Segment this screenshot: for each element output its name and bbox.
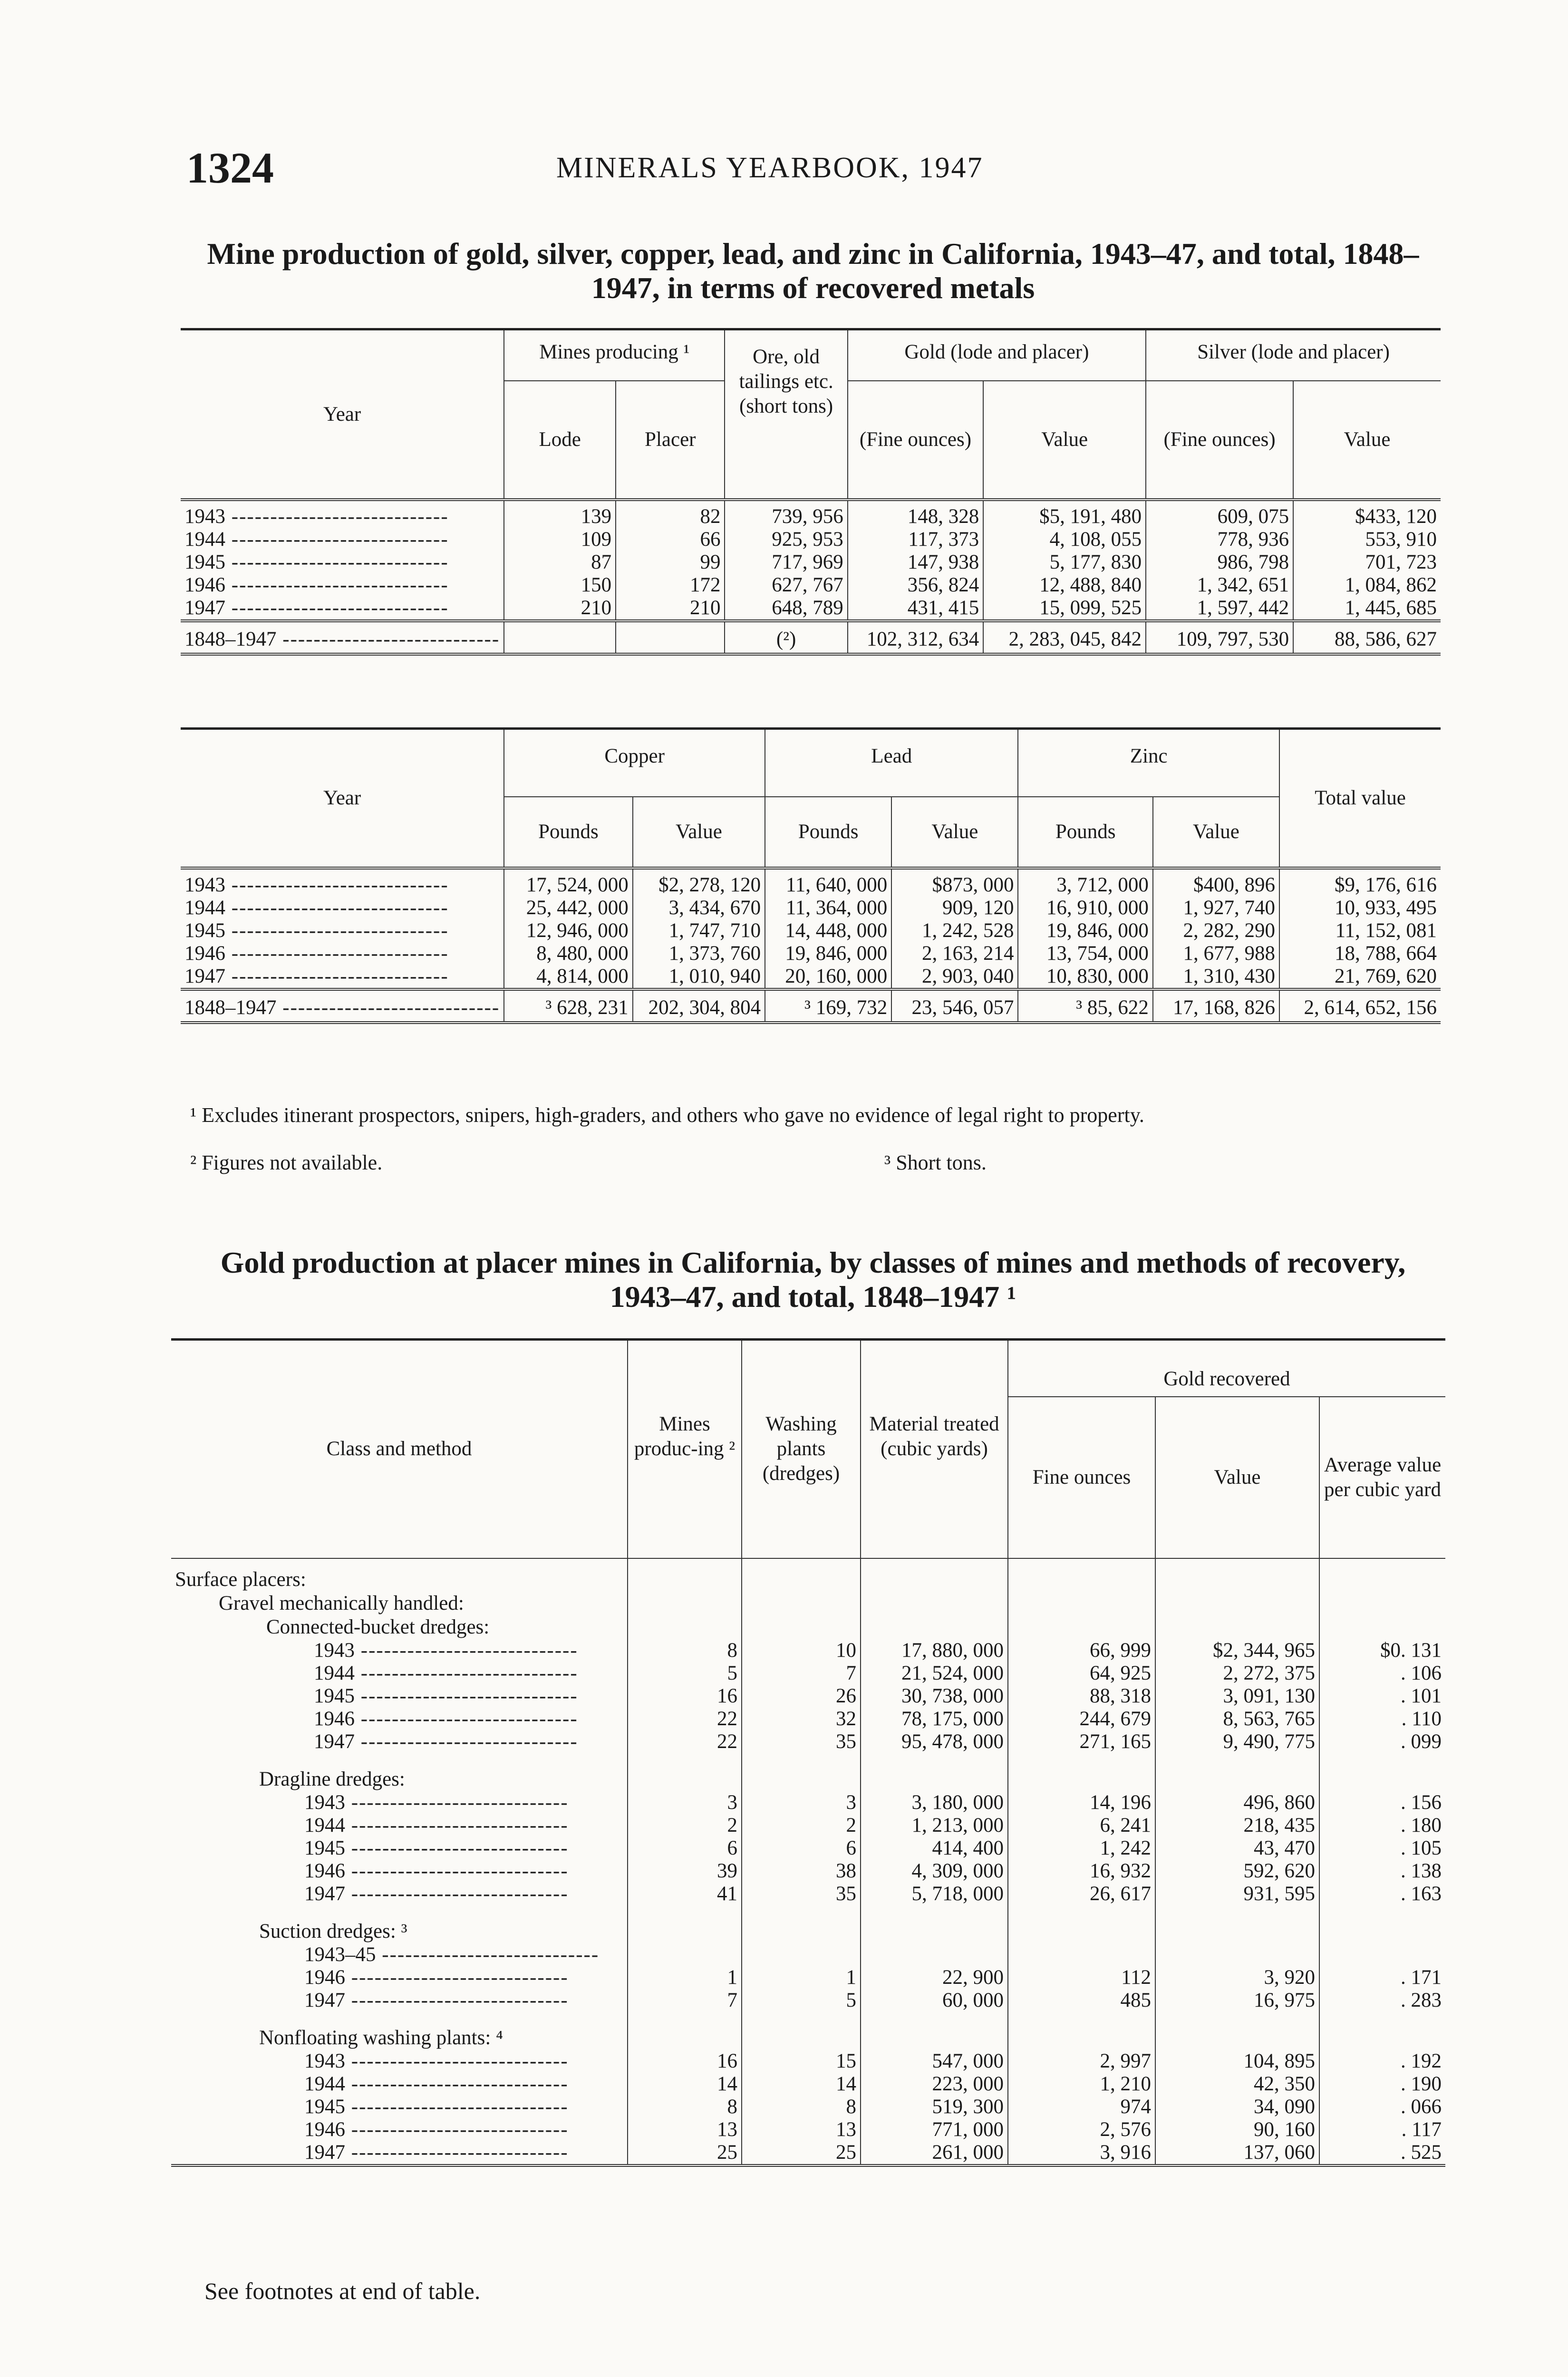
col-total-value: Total value — [1279, 729, 1441, 869]
col-zinc: Zinc — [1018, 729, 1279, 797]
footnote-1: ¹ Excludes itinerant prospectors, snipers, high-graders, and others who gave no evidence of legal right to property. — [190, 1103, 1144, 1127]
col-gold-oz: (Fine ounces) — [848, 381, 983, 500]
table-row: 1945 ----- 12, 946, 000 1, 747, 710 14, 448, 000 1, 242, 528 19, 846, 000 2, 282, 290 11, 152, 081 — [181, 919, 1441, 942]
table-row: 1947 ----- 4, 814, 000 1, 010, 940 20, 160, 000 2, 903, 040 10, 830, 000 1, 310, 430 21, 769, 620 — [181, 965, 1441, 989]
section-nonfloating-plants: Nonfloating washing plants: ⁴ — [259, 2026, 503, 2049]
table-row: 1945 ----- 16 26 30, 738, 000 88, 318 3, 091, 130 . 101 — [171, 1685, 1445, 1708]
table-row: 1943 ----- 3 3 3, 180, 000 14, 196 496, 860 . 156 — [171, 1791, 1445, 1814]
col-silver: Silver (lode and placer) — [1146, 329, 1441, 381]
section-gravel: Gravel mechanically handled: — [219, 1592, 464, 1614]
page-number: 1324 — [186, 144, 274, 192]
col-mines-producing: Mines producing ¹ — [504, 329, 725, 381]
col-lead: Lead — [765, 729, 1018, 797]
table-total-row: 1848–1947 ----- ³ 628, 231 202, 304, 804 ³ 169, 732 23, 546, 057 ³ 85, 622 17, 168, 826 2, 614, 652, 156 — [181, 989, 1441, 1023]
table-row: 1947 ----- 7 5 60, 000 485 16, 975 . 283 — [171, 1989, 1445, 2012]
col-year: Year — [323, 403, 361, 425]
col-mines-producing: Mines produc-ing ² — [628, 1340, 742, 1558]
footnote-2: ² Figures not available. — [190, 1151, 383, 1174]
table-row: 1946 ----- 13 13 771, 000 2, 576 90, 160 . 117 — [171, 2118, 1445, 2141]
col-silver-oz: (Fine ounces) — [1146, 381, 1293, 500]
col-zinc-value: Value — [1153, 797, 1279, 868]
section-surface-placers: Surface placers: — [175, 1568, 306, 1591]
table-row: 1947 ----- 25 25 261, 000 3, 916 137, 060 . 525 — [171, 2141, 1445, 2165]
table-row: 1946 ----- 1 1 22, 900 112 3, 920 . 171 — [171, 1966, 1445, 1989]
table-row: 1944 ----- 25, 442, 000 3, 434, 670 11, 364, 000 909, 120 16, 910, 000 1, 927, 740 10, 933, 495 — [181, 897, 1441, 919]
table-row: 1946 ----- 8, 480, 000 1, 373, 760 19, 846, 000 2, 163, 214 13, 754, 000 1, 677, 988 18, 788, 664 — [181, 942, 1441, 965]
col-material-treated: Material treated (cubic yards) — [861, 1340, 1008, 1558]
section-bucket-dredges: Connected-bucket dredges: — [266, 1615, 490, 1638]
col-copper: Copper — [504, 729, 765, 797]
col-lead-value: Value — [891, 797, 1018, 868]
col-fine-ounces: Fine ounces — [1008, 1397, 1155, 1558]
col-copper-value: Value — [633, 797, 765, 868]
col-washing-plants: Washing plants (dredges) — [742, 1340, 861, 1558]
table-row: 1945 ----- 87 99 717, 969 147, 938 5, 177, 830 986, 798 701, 723 — [181, 551, 1441, 574]
table-row: 1946 ----- 22 32 78, 175, 000 244, 679 8, 563, 765 . 110 — [171, 1708, 1445, 1730]
col-class-method: Class and method — [326, 1438, 472, 1460]
table-row: 1943 ----- 8 10 17, 880, 000 66, 999 $2, 344, 965 $0. 131 — [171, 1639, 1445, 1662]
table1-title: Mine production of gold, silver, copper, lead, and zinc in California, 1943–47, and total, 1848–1947, in terms of recovered metals — [207, 237, 1419, 305]
table-row: 1947 ----- 22 35 95, 478, 000 271, 165 9, 490, 775 . 099 — [171, 1730, 1445, 1753]
col-year: Year — [323, 787, 361, 809]
col-average-value: Average value per cubic yard — [1319, 1397, 1445, 1558]
table-row: 1945 ----- 6 6 414, 400 1, 242 43, 470 . 105 — [171, 1837, 1445, 1860]
col-silver-value: Value — [1293, 381, 1441, 500]
col-gold-recovered: Gold recovered — [1008, 1340, 1445, 1397]
col-lead-pounds: Pounds — [765, 797, 891, 868]
see-footnotes-note: See footnotes at end of table. — [204, 2278, 481, 2304]
section-dragline-dredges: Dragline dredges: — [259, 1768, 405, 1790]
section-suction-dredges: Suction dredges: ³ — [259, 1920, 407, 1942]
table-row: 1943 ----- 17, 524, 000 $2, 278, 120 11, 640, 000 $873, 000 3, 712, 000 $400, 896 $9, 176, 616 — [181, 874, 1441, 897]
col-lode: Lode — [504, 381, 616, 500]
production-table-gold-silver — [181, 328, 1441, 656]
table-row: 1944 ----- 14 14 223, 000 1, 210 42, 350 . 190 — [171, 2073, 1445, 2096]
running-title: MINERALS YEARBOOK, 1947 — [556, 152, 984, 184]
table-row: 1944 ----- 2 2 1, 213, 000 6, 241 218, 435 . 180 — [171, 1814, 1445, 1837]
col-placer: Placer — [616, 381, 725, 500]
table-row: 1943 ----- 16 15 547, 000 2, 997 104, 895 . 192 — [171, 2050, 1445, 2073]
placer-gold-table — [171, 1338, 1445, 2167]
table-total-row: 1848–1947 ----- (²) 102, 312, 634 2, 283, 045, 842 109, 797, 530 88, 586, 627 — [181, 621, 1441, 654]
table-row: 1947 ----- 41 35 5, 718, 000 26, 617 931, 595 . 163 — [171, 1883, 1445, 1905]
table-row: 1946 ----- 150 172 627, 767 356, 824 12, 488, 840 1, 342, 651 1, 084, 862 — [181, 574, 1441, 597]
footnote-3: ³ Short tons. — [884, 1151, 987, 1174]
table-row: 1943–45 ----- — [171, 1943, 1445, 1966]
table-row: 1943 ----- 139 82 739, 956 148, 328 $5, 191, 480 609, 075 $433, 120 — [181, 505, 1441, 528]
table-row: 1945 ----- 8 8 519, 300 974 34, 090 . 066 — [171, 2096, 1445, 2118]
table-row: 1947 ----- 210 210 648, 789 431, 415 15, 099, 525 1, 597, 442 1, 445, 685 — [181, 597, 1441, 621]
col-gold: Gold (lode and placer) — [848, 329, 1146, 381]
col-value: Value — [1155, 1397, 1319, 1558]
col-gold-value: Value — [983, 381, 1146, 500]
table-row: 1946 ----- 39 38 4, 309, 000 16, 932 592, 620 . 138 — [171, 1860, 1445, 1883]
table-row: 1944 ----- 109 66 925, 953 117, 373 4, 108, 055 778, 936 553, 910 — [181, 528, 1441, 551]
col-zinc-pounds: Pounds — [1018, 797, 1152, 868]
table-row: 1944 ----- 5 7 21, 524, 000 64, 925 2, 272, 375 . 106 — [171, 1662, 1445, 1685]
table3-title: Gold production at placer mines in California, by classes of mines and methods of recovery, 1943–47, and total, 1848–1947 ¹ — [220, 1246, 1406, 1314]
col-copper-pounds: Pounds — [504, 797, 632, 868]
col-ore: Ore, old tailings etc. (short tons) — [725, 329, 847, 500]
production-table-copper-lead-zinc — [181, 727, 1441, 1024]
